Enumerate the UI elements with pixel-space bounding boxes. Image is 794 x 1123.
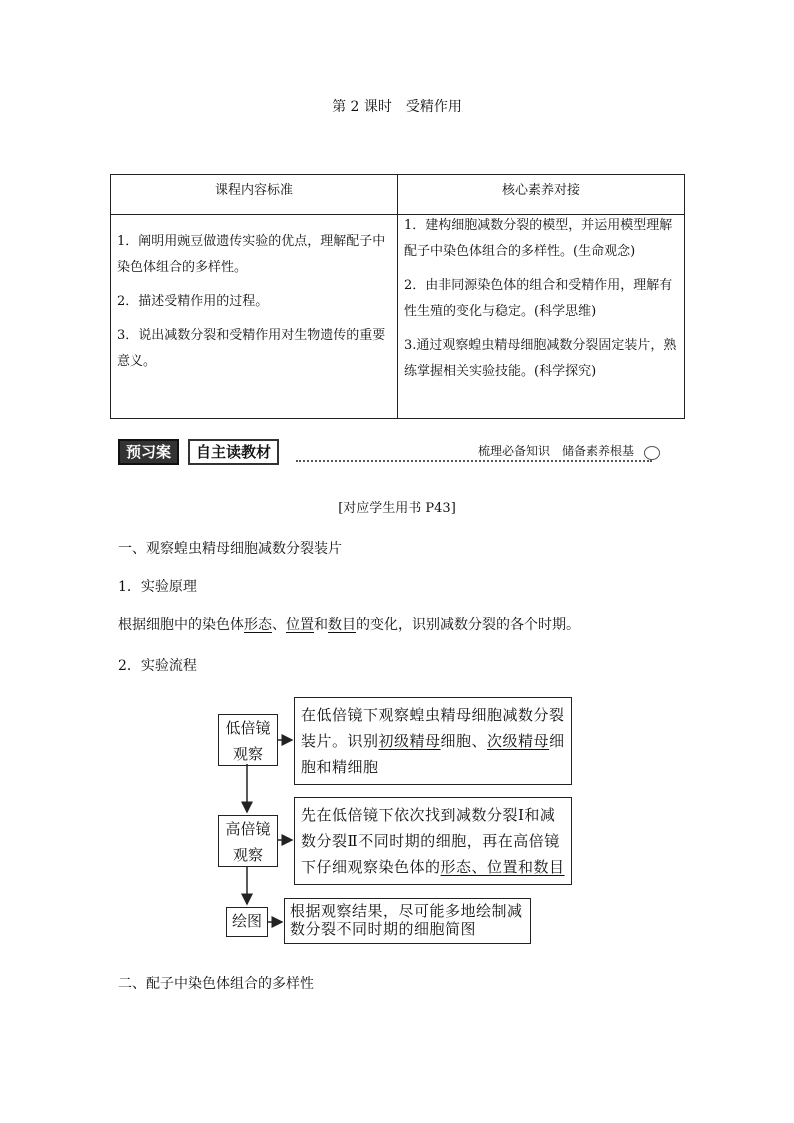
banner-tag-preview: 预习案 bbox=[118, 439, 179, 465]
competency-item: 1．建构细胞减数分裂的模型，并运用模型理解配子中染色体组合的多样性。(生命观念) bbox=[404, 218, 673, 259]
step-drawing-description: 根据观察结果，尽可能多地绘制减数分裂不同时期的细胞简图 bbox=[284, 898, 531, 944]
competency-item: 2．由非同源染色体的组合和受精作用，理解有性生殖的变化与稳定。(科学思维) bbox=[404, 278, 673, 319]
blank-answer: 位置 bbox=[286, 617, 314, 633]
standard-item: 1．阐明用豌豆做遗传实验的优点，理解配子中染色体组合的多样性。 bbox=[117, 234, 386, 275]
table-header-left: 课程内容标准 bbox=[214, 183, 293, 198]
table-header-right: 核心素养对接 bbox=[501, 183, 580, 198]
banner-tag-self-study: 自主读教材 bbox=[188, 439, 279, 465]
procedure-heading: 2．实验流程 bbox=[118, 658, 197, 674]
principle-heading: 1．实验原理 bbox=[118, 579, 197, 595]
text-run: 和 bbox=[314, 617, 328, 633]
step-drawing-label: 绘图 bbox=[226, 907, 268, 937]
book-reference: [对应学生用书 P43] bbox=[338, 501, 456, 516]
blank-answer: 数目 bbox=[328, 617, 356, 633]
standard-item: 3．说出减数分裂和受精作用对生物遗传的重要意义。 bbox=[117, 328, 386, 369]
competency-item: 3.通过观察蝗虫精母细胞减数分裂固定装片，熟练掌握相关实验技能。(科学探究) bbox=[404, 338, 677, 379]
blank-answer: 形态、位置和数目 bbox=[440, 858, 565, 876]
text-run: 细胞和精细胞 bbox=[301, 732, 565, 776]
section1-heading: 一、观察蝗虫精母细胞减数分裂装片 bbox=[118, 541, 342, 557]
step-low-power-label: 低倍镜观察 bbox=[218, 714, 278, 766]
blank-answer: 次级精母 bbox=[487, 732, 550, 750]
section2-heading: 二、配子中染色体组合的多样性 bbox=[118, 976, 314, 992]
standard-item: 2．描述受精作用的过程。 bbox=[117, 294, 269, 309]
blank-answer: 形态 bbox=[244, 617, 272, 633]
step-high-power-label: 高倍镜观察 bbox=[218, 815, 278, 867]
text-run: 的变化，识别减数分裂的各个时期。 bbox=[356, 617, 580, 633]
text-run: 根据细胞中的染色体 bbox=[118, 617, 244, 633]
text-run: 在低倍镜下观察蝗虫精母细胞减数分裂装片。识别 bbox=[301, 706, 565, 750]
text-run: 、 bbox=[272, 617, 286, 633]
step-high-power-description bbox=[294, 797, 572, 885]
banner-subtitle: 梳理必备知识 储备素养根基 bbox=[477, 444, 634, 458]
step-low-power-description bbox=[294, 697, 572, 785]
blank-answer: 初级精母 bbox=[378, 732, 441, 750]
page-title: 第 2 课时 受精作用 bbox=[332, 99, 462, 115]
text-run: 先在低倍镜下依次找到减数分裂Ⅰ和减数分裂Ⅱ不同时期的细胞，再在高倍镜下仔细观察染色体的 bbox=[301, 806, 560, 876]
text-run: 细胞、 bbox=[440, 732, 488, 750]
